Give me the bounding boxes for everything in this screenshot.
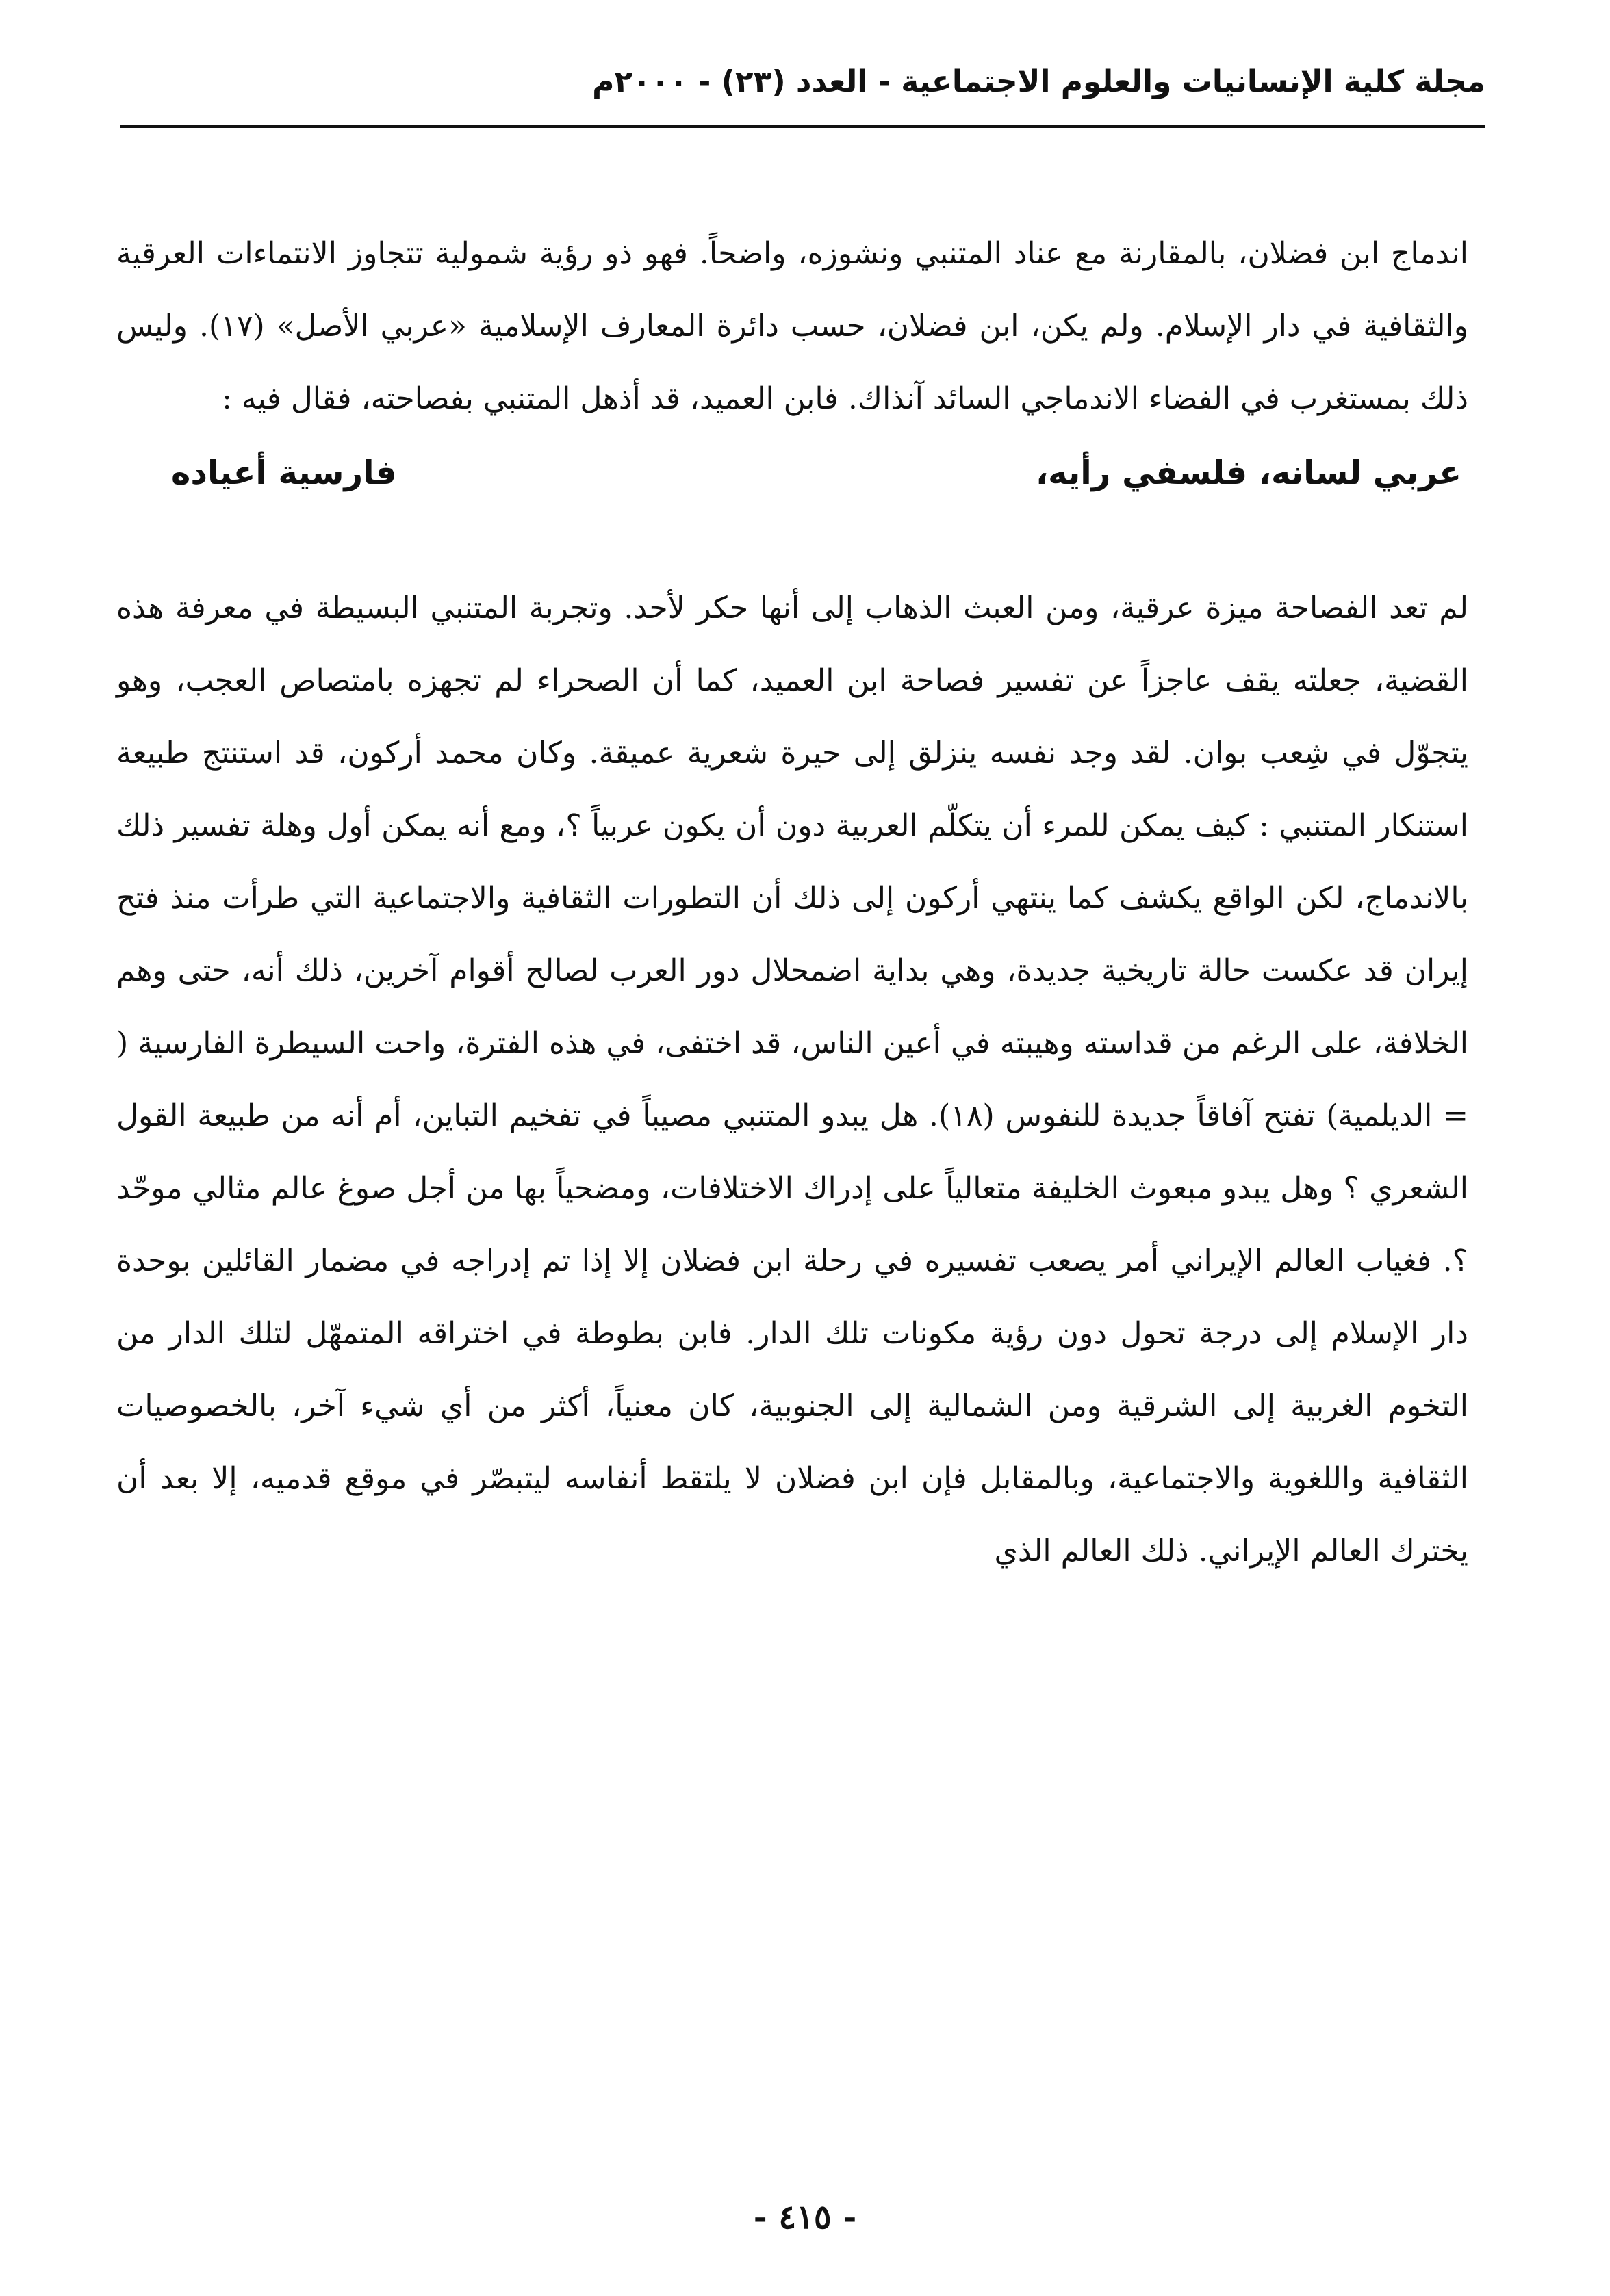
page-header	[120, 62, 1485, 130]
verse-first-hemistich: عربي لسانه، فلسفي رأيه،	[1035, 454, 1461, 492]
poetry-verse	[116, 435, 1468, 511]
article-body	[116, 218, 1468, 1588]
header-divider	[120, 125, 1485, 128]
page-number: - ٤١٥ -	[753, 2198, 857, 2236]
journal-title: مجلة كلية الإنسانيات والعلوم الاجتماعية - العدد (٢٣) - ٢٠٠٠م	[592, 64, 1485, 99]
paragraph-1: اندماج ابن فضلان، بالمقارنة مع عناد المتنبي ونشوزه، واضحاً. فهو ذو رؤية شمولية تتجاوز الانتماءات العرقية والثقافية في دار الإسلام. ولم يكن، ابن فضلان، حسب دائرة المعارف الإسلامية «عربي الأصل» (١٧). وليس ذلك بمستغرب في الفضاء الاندماجي السائد آنذاك. فابن العميد، قد أذهل المتنبي بفصاحته، فقال فيه :	[116, 236, 1468, 416]
verse-second-hemistich: فارسية أعياده	[171, 454, 397, 492]
paragraph-2: لم تعد الفصاحة ميزة عرقية، ومن العبث الذهاب إلى أنها حكر لأحد. وتجربة المتنبي البسيطة في معرفة هذه القضية، جعلته يقف عاجزاً عن تفسير فصاحة ابن العميد، كما أن الصحراء لم تجهزه بامتصاص العجب، وهو يتجوّل في شِعب بوان. لقد وجد نفسه ينزلق إلى حيرة شعرية عميقة. وكان محمد أركون، قد استنتج طبيعة استنكار المتنبي : كيف يمكن للمرء أن يتكلّم العربية دون أن يكون عربياً ؟، ومع أنه يمكن أول وهلة تفسير ذلك بالاندماج، لكن الواقع يكشف كما ينتهي أركون إلى ذلك أن التطورات الثقافية والاجتماعية التي طرأت منذ فتح إيران قد عكست حالة تاريخية جديدة، وهي بداية اضمحلال دور العرب لصالح أقوام آخرين، ذلك أنه، حتى وهم الخلافة، على الرغم من قداسته وهيبته في أعين الناس، قد اختفى، في هذه الفترة، واحت السيطرة الفارسية ( = الديلمية) تفتح آفاقاً جديدة للنفوس (١٨). هل يبدو المتنبي مصيباً في تفخيم التباين، أم أنه من طبيعة القول الشعري ؟ وهل يبدو مبعوث الخليفة متعالياً على إدراك الاختلافات، ومضحياً بها من أجل صوغ عالم مثالي موحّد ؟. فغياب العالم الإيراني أمر يصعب تفسيره في رحلة ابن فضلان إلا إذا تم إدراجه في مضمار القائلين بوحدة دار الإسلام إلى درجة تحول دون رؤية مكونات تلك الدار. فابن بطوطة في اختراقه المتمهّل لتلك الدار من التخوم الغربية إلى الشرقية ومن الشمالية إلى الجنوبية، كان معنياً، أكثر من أي شيء آخر، بالخصوصيات الثقافية واللغوية والاجتماعية، وبالمقابل فإن ابن فضلان لا يلتقط أنفاسه ليتبصّر في موقع قدميه، إلا بعد أن يخترك العالم الإيراني. ذلك العالم الذي	[116, 591, 1468, 1569]
